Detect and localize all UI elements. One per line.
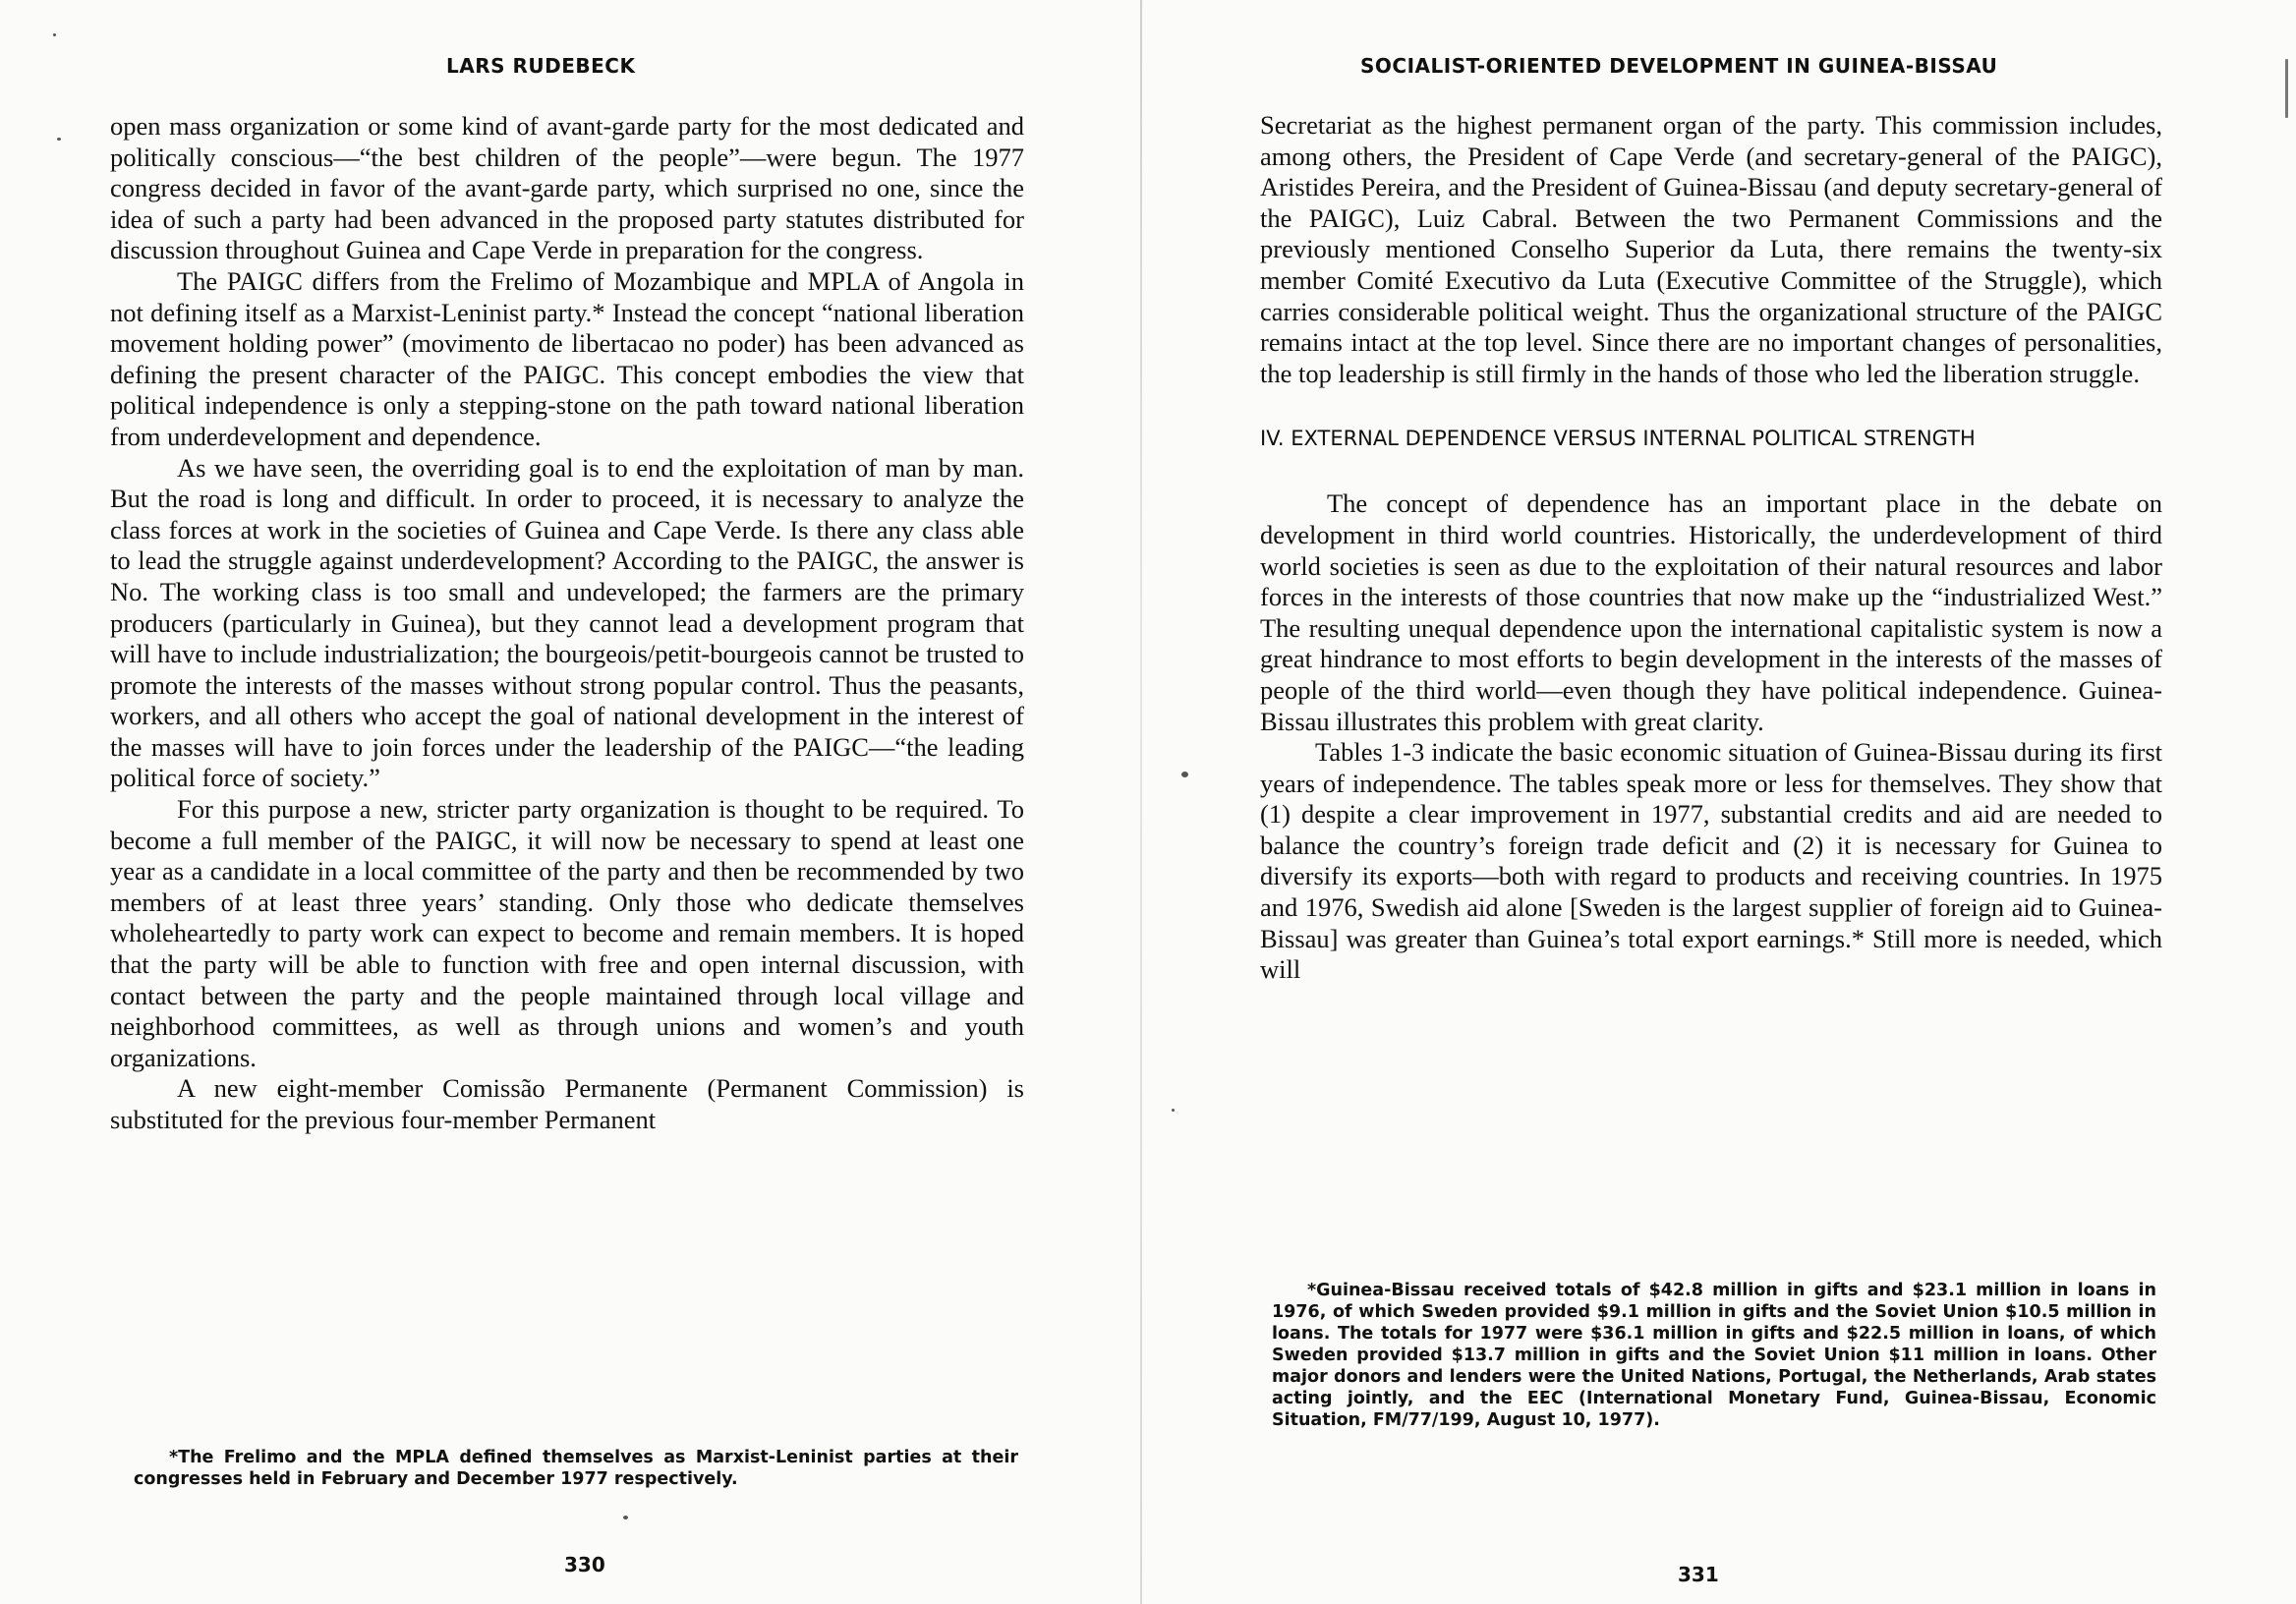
scan-speck bbox=[53, 33, 56, 36]
left-running-head: LARS RUDEBECK bbox=[446, 54, 636, 78]
left-paragraph: The PAIGC differs from the Frelimo of Mozambique and MPLA of Angola in not defining itself as a Marxist-Leninist party.* Instead the concept “national liberation movement holding power” (movimento de libertacao no poder) has been advanced as defining the present character of the PAIGC. This concept embodies the view that political independence is only a stepping-stone on the path toward national liberation from underdevelopment and dependence. bbox=[110, 265, 1024, 451]
right-paragraph: Tables 1-3 indicate the basic economic situation of Guinea-Bissau during its first years of independence. The tables speak more or less for themselves. They show that (1) despite a clear improvement in 1977, substantial credits and aid are needed to balance the country’s foreign trade deficit and (2) it is necessary for Guinea to diversify its exports—both with regard to products and receiving countries. In 1975 and 1976, Swedish aid alone [Sweden is the largest supplier of foreign aid to Guinea-Bissau] was greater than Guinea’s total export earnings.* Still more is needed, which will bbox=[1260, 737, 2162, 985]
left-paragraph: For this purpose a new, stricter party organization is thought to be required. To become a full member of the PAIGC, it will now be necessary to spend at least one year as a candidate in a local committee of the party and then be recommended by two members of at least three years’ standing. Only those who dedicate themselves wholeheartedly to party work can expect to become and remain members. It is hoped that the party will be able to function with free and open internal discussion, with contact between the party and the people maintained through local village and neighborhood committees, as well as through unions and women’s and youth organizations. bbox=[110, 794, 1024, 1072]
left-footnote: *The Frelimo and the MPLA defined themselves as Marxist-Leninist parties at their congresses held in February and December 1977 respectively. bbox=[134, 1448, 1018, 1489]
scan-speck bbox=[2285, 59, 2288, 118]
right-footnote: *Guinea-Bissau received totals of $42.8 million in gifts and $23.1 million in loans in 1976, of which Sweden provided $9.1 million in gifts and the Soviet Union $10.5 million in loans. The totals for 1977 were $36.1 million in gifts and $22.5 million in loans, of which Sweden provided $13.7 million in gifts and the Soviet Union $11 million in loans. Other major donors and lenders were the United Nations, Portugal, the Netherlands, Arab states acting jointly, and the EEC (International Monetary Fund, Guinea-Bissau, Economic Situation, FM/77/199, August 10, 1977). bbox=[1272, 1281, 2156, 1430]
left-page-number: 330 bbox=[564, 1553, 605, 1576]
scan-speck bbox=[623, 1516, 628, 1519]
right-paragraph: The concept of dependence has an important place in the debate on development in third world countries. Historically, the underdevelopment of third world societies is seen as due to the exploitation of their natural resources and labor forces in the interests of those countries that now make up the “industrialized West.” The resulting unequal dependence upon the international capitalistic system is now a great hindrance to most efforts to begin development in the interests of the masses of people of the third world—even though they have political independence. Guinea-Bissau illustrates this problem with great clarity. bbox=[1260, 488, 2162, 736]
left-paragraph: A new eight-member Comissão Permanente (Permanent Commission) is substituted for the previous four-member Permanent bbox=[110, 1073, 1024, 1134]
scan-speck bbox=[1172, 1109, 1175, 1112]
right-page bbox=[1142, 0, 2296, 1604]
scan-speck bbox=[1181, 772, 1188, 777]
right-running-head: SOCIALIST-ORIENTED DEVELOPMENT IN GUINEA-BISSAU bbox=[1360, 54, 1998, 78]
scan-speck bbox=[57, 138, 61, 141]
right-paragraph: Secretariat as the highest permanent organ of the party. This commission includes, among others, the President of Cape Verde (and secretary-general of the PAIGC), Aristides Pereira, and the President of Guinea-Bissau (and deputy secretary-general of the PAIGC), Luiz Cabral. Between the two Permanent Commissions and the previously mentioned Conselho Superior da Luta, there remains the twenty-six member Comité Executivo da Luta (Executive Committee of the Struggle), which carries considerable political weight. Thus the organizational structure of the PAIGC remains intact at the top level. Since there are no important changes of personalities, the top leadership is still firmly in the hands of those who led the liberation struggle. bbox=[1260, 110, 2162, 388]
left-body-text bbox=[110, 111, 1024, 1136]
right-page-number: 331 bbox=[1678, 1563, 1719, 1586]
left-page bbox=[0, 0, 1140, 1604]
left-paragraph: As we have seen, the overriding goal is to end the exploitation of man by man. But the road is long and difficult. In order to proceed, it is necessary to analyze the class forces at work in the societies of Guinea and Cape Verde. Is there any class able to lead the struggle against underdevelopment? According to the PAIGC, the answer is No. The working class is too small and undeveloped; the farmers are the primary producers (particularly in Guinea), but they cannot lead a development program that will have to include industrialization; the bourgeois/petit-bourgeois cannot be trusted to promote the interests of the masses without strong popular control. Thus the peasants, workers, and all others who accept the goal of national development in the interest of the masses will have to join forces under the leadership of the PAIGC—“the leading political force of society.” bbox=[110, 452, 1024, 793]
right-body-text bbox=[1260, 110, 2162, 986]
left-paragraph: open mass organization or some kind of avant-garde party for the most dedicated and politically conscious—“the best children of the people”—were begun. The 1977 congress decided in favor of the avant-garde party, which surprised no one, since the idea of such a party had been advanced in the proposed party statutes distributed for discussion throughout Guinea and Cape Verde in preparation for the congress. bbox=[110, 111, 1024, 265]
section-heading: IV. EXTERNAL DEPENDENCE VERSUS INTERNAL POLITICAL STRENGTH bbox=[1260, 427, 1976, 451]
